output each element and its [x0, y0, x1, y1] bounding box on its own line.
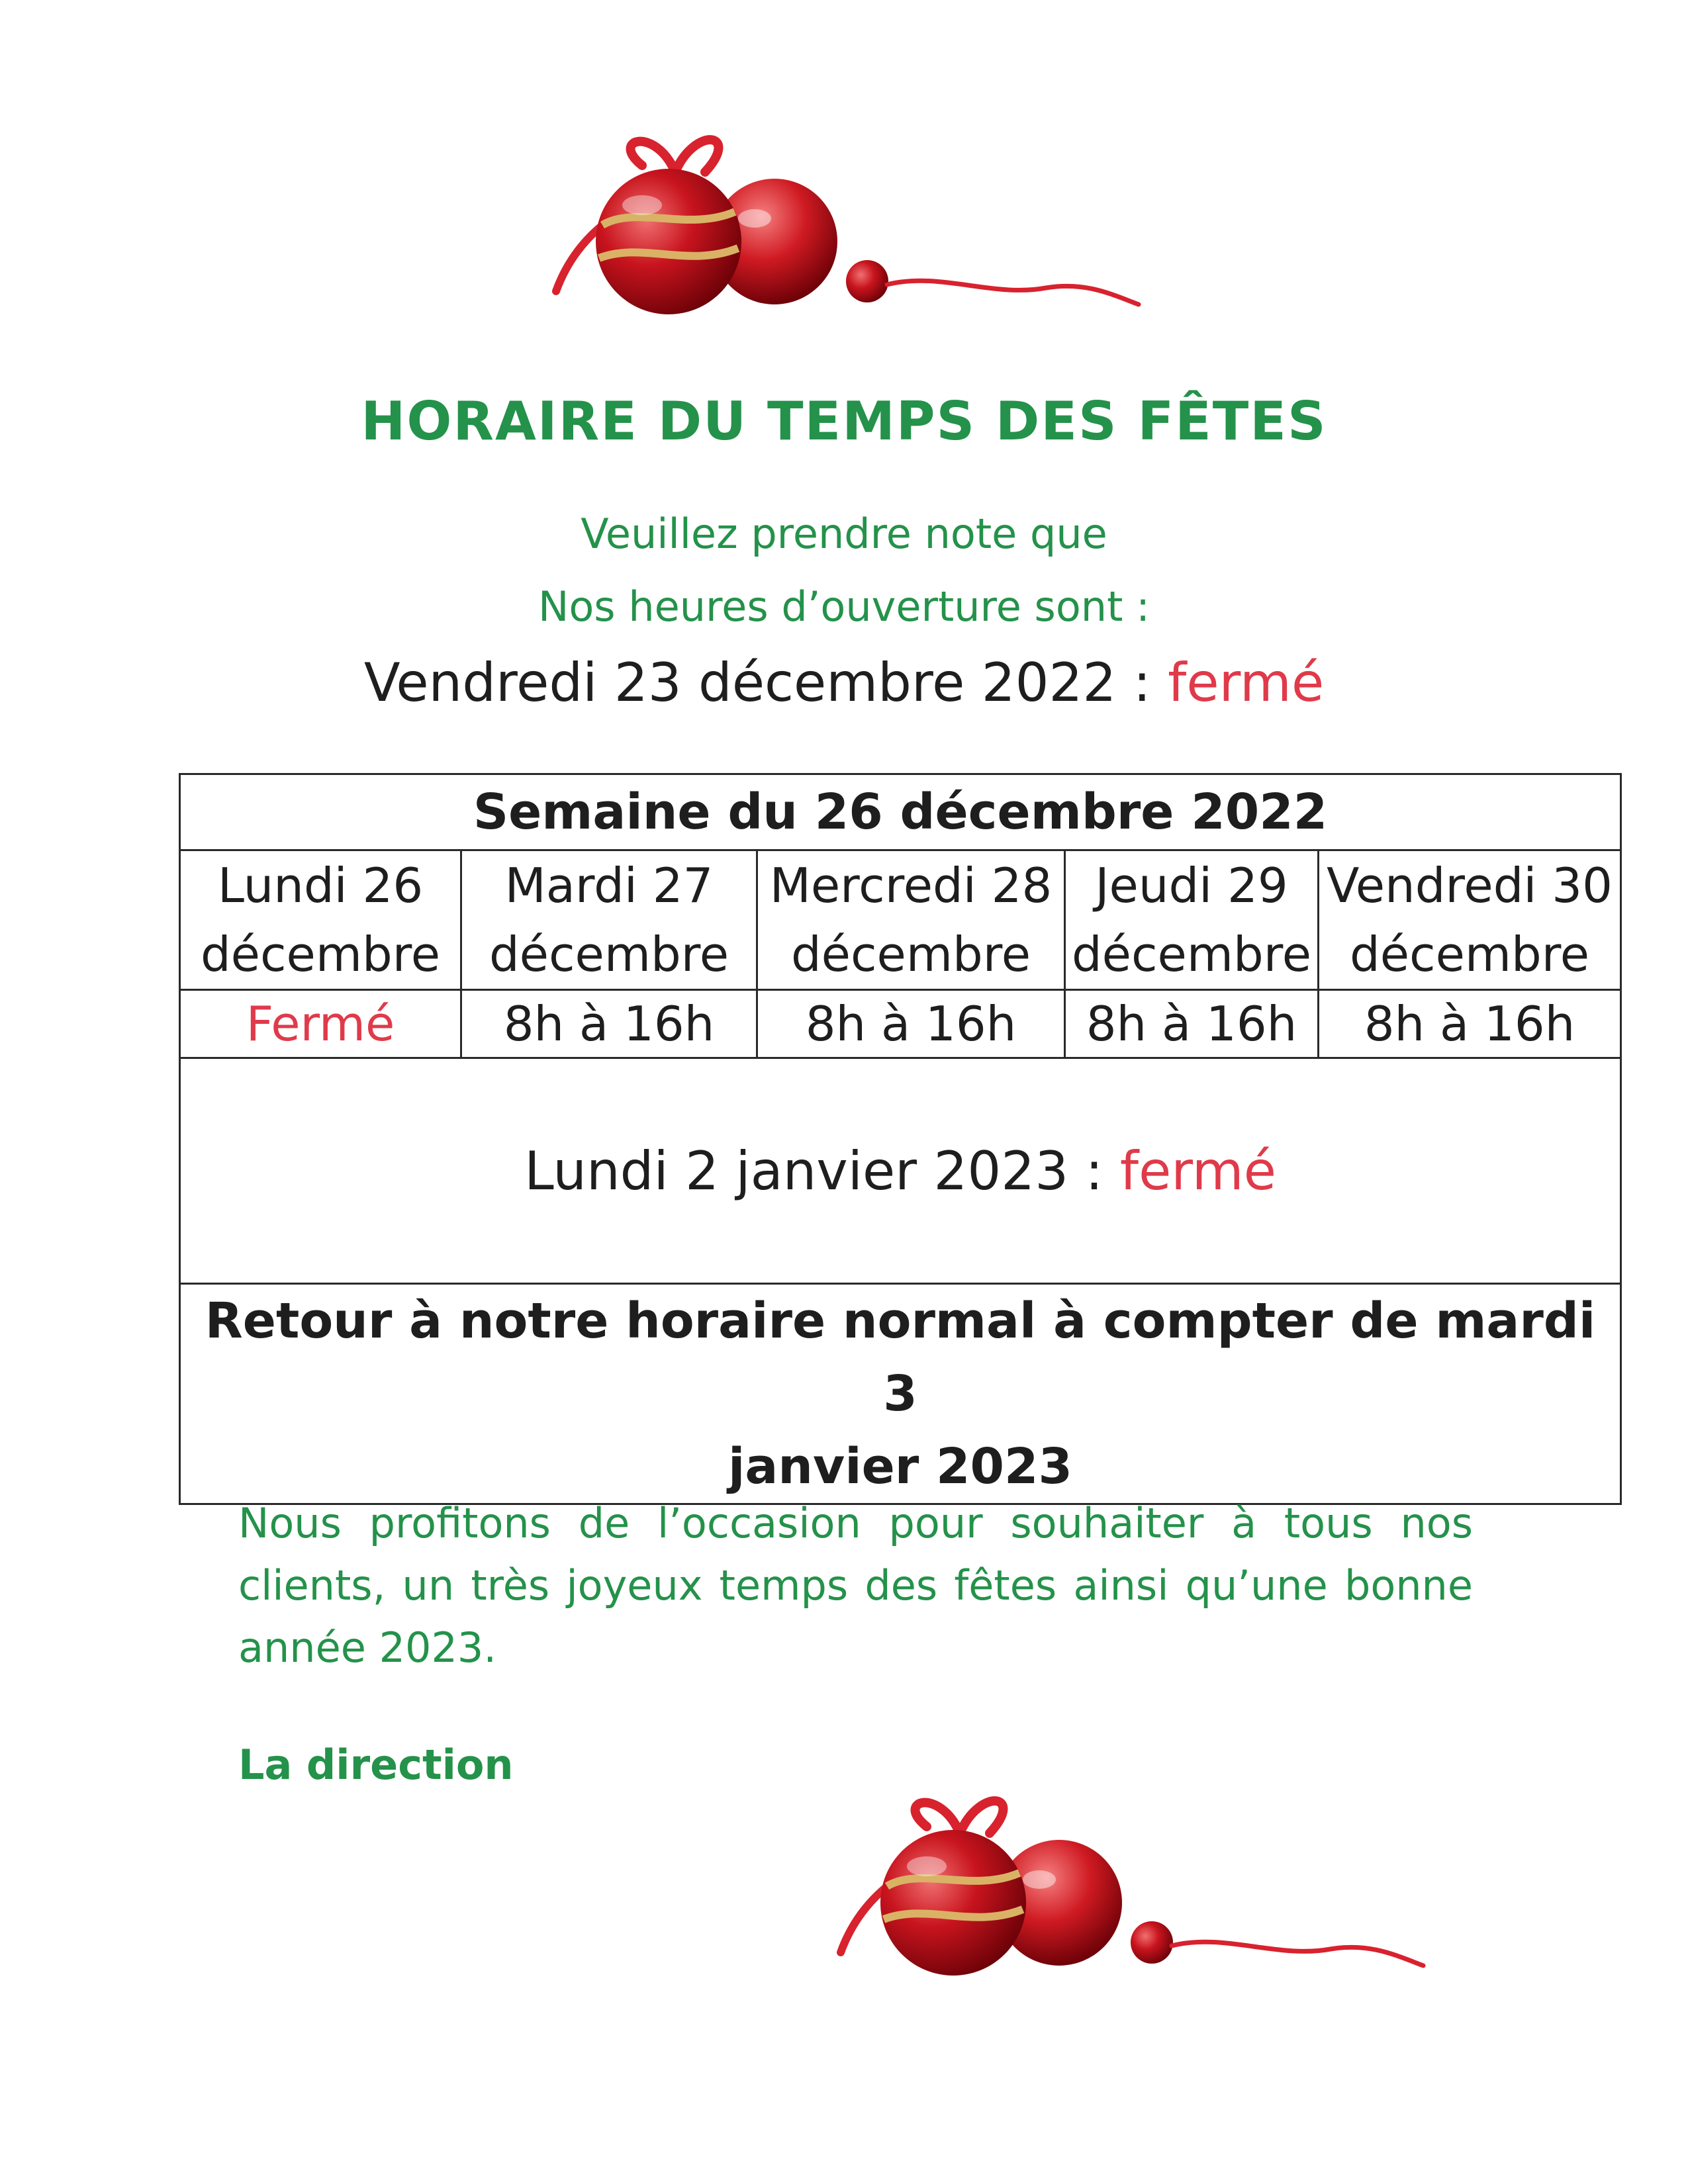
- closed-day-label: Vendredi 23 décembre 2022 :: [363, 652, 1151, 713]
- hours-cell: 8h à 16h: [757, 990, 1065, 1058]
- holiday-schedule-table: [179, 773, 1622, 1505]
- day-label: Jeudi 29: [1095, 858, 1288, 913]
- day-month: décembre: [200, 927, 441, 982]
- closed-day-line: [0, 652, 1688, 713]
- day-month: décembre: [790, 927, 1031, 982]
- day-label: Vendredi 30: [1327, 858, 1613, 913]
- day-cell: [461, 850, 757, 990]
- intro-line-1: Veuillez prendre note que: [581, 510, 1107, 558]
- january-status: fermé: [1119, 1140, 1276, 1202]
- day-label: Mardi 27: [504, 858, 714, 913]
- day-month: décembre: [1071, 927, 1312, 982]
- hours-cell-closed: Fermé: [180, 990, 461, 1058]
- day-cell: [757, 850, 1065, 990]
- page-title: HORAIRE DU TEMPS DES FÊTES: [361, 390, 1327, 452]
- january-closed-cell: [180, 1058, 1621, 1284]
- intro-line-2: Nos heures d’ouverture sont :: [538, 582, 1150, 631]
- day-month: décembre: [489, 927, 729, 982]
- hours-cell: 8h à 16h: [1065, 990, 1319, 1058]
- return-line-1: Retour à notre horaire normal à compter de mardi 3: [205, 1293, 1596, 1422]
- holiday-wish-paragraph: Nous profitons de l’occasion pour souhaiter à tous nos clients, un très joyeux temps des fêtes ainsi qu’une bonne année 2023.: [238, 1499, 1473, 1672]
- day-cell: [1065, 850, 1319, 990]
- closed-status: fermé: [1168, 652, 1325, 713]
- day-cell: [1319, 850, 1621, 990]
- christmas-ornament-icon: [827, 1787, 1436, 1985]
- signature: La direction: [238, 1741, 514, 1789]
- day-cell: [180, 850, 461, 990]
- hours-cell: 8h à 16h: [1319, 990, 1621, 1058]
- week-title: Semaine du 26 décembre 2022: [180, 774, 1621, 850]
- christmas-ornament-icon: [543, 126, 1152, 324]
- day-label: Lundi 26: [217, 858, 424, 913]
- day-month: décembre: [1349, 927, 1590, 982]
- return-line-2: janvier 2023: [728, 1438, 1072, 1495]
- hours-cell: 8h à 16h: [461, 990, 757, 1058]
- return-to-normal-cell: [180, 1284, 1621, 1504]
- january-day-label: Lundi 2 janvier 2023 :: [524, 1140, 1103, 1202]
- day-label: Mercredi 28: [769, 858, 1053, 913]
